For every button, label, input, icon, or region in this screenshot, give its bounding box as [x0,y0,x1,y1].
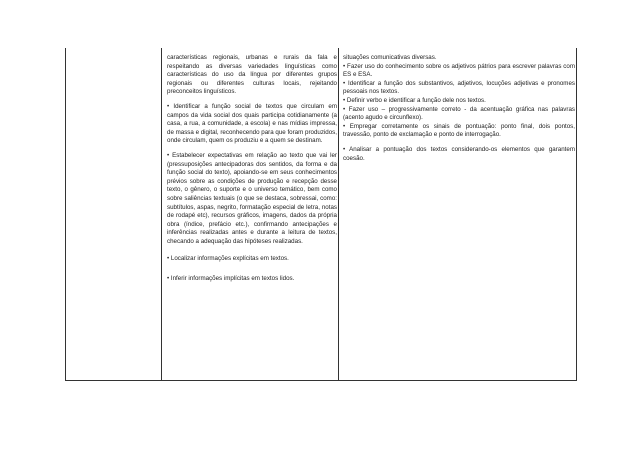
paragraph-implicit-info: • Inferir informações implícitas em textos lidos. [167,275,295,283]
item-verbs: • Definir verbo e identificar a função dele nos textos. [343,96,486,104]
objectives-column-reading [167,54,337,284]
line-communicative-situations: situações comunicativas diversas. [343,54,437,61]
paragraph-social-function: • Identificar a função social de textos que circulam em campos da vida social dos quais participa cotidianamente (a casa, a rua, a comunidade, a escola) e nas mídias impressa, de massa e digital, reconhecendo para que foram produzidos, onde circulam, quem os produziu e a quem se destinam. [167,102,337,145]
column-divider-left [161,48,162,380]
item-accentuation: • Fazer uso – progressivamente correto - da acentuação gráfica nas palavras (acento agudo e circunflexo). [343,105,575,122]
content-table [65,48,577,381]
column-divider-right [338,48,339,380]
paragraph-linguistic-variation: características regionais, urbanas e rurais da fala e respeitando as diversas variedades linguísticas como características do uso da língua por diferentes grupos regionais ou diferentes culturas locais, rejeitando preconceitos linguísticos. [167,54,337,96]
paragraph-reading-expectations: • Estabelecer expectativas em relação ao texto que vai ler (pressuposições antecipadoras dos sentidos, da forma e da função social do texto), apoiando-se em seus conhecimentos prévios sobre as condições de produção e recepção desse texto, o gênero, o suporte e o universo temático, bem como sobre saliências textuais (o que se destaca, sobressai, como: subtítulos, aspas, negrito, formatação especial de letra, notas de rodapé etc), recursos gráficos, imagens, dados da própria obra (índice, prefácio etc.), confirmando antecipações e inferências realizadas antes e durante a leitura de textos, checando a adequação das hipóteses realizadas. [167,151,337,245]
item-adjectives-patrios: • Fazer uso do conhecimento sobre os adjetivos pátrios para escrever palavras com ES e ESA. [343,62,575,79]
item-nouns-adjectives: • Identificar a função dos substantivos, adjetivos, locuções adjetivas e pronomes pessoais nos textos. [343,79,575,96]
paragraph-explicit-info: • Localizar informações explícitas em textos. [167,255,289,263]
objectives-column-grammar [343,54,575,163]
item-punctuation: • Empregar corretamente os sinais de pontuação: ponto final, dois pontos, travessão, ponto de exclamação e ponto de interrogação. [343,122,575,139]
item-punctuation-cohesion: • Analisar a pontuação dos textos considerando-os elementos que garantem coesão. [343,145,575,162]
